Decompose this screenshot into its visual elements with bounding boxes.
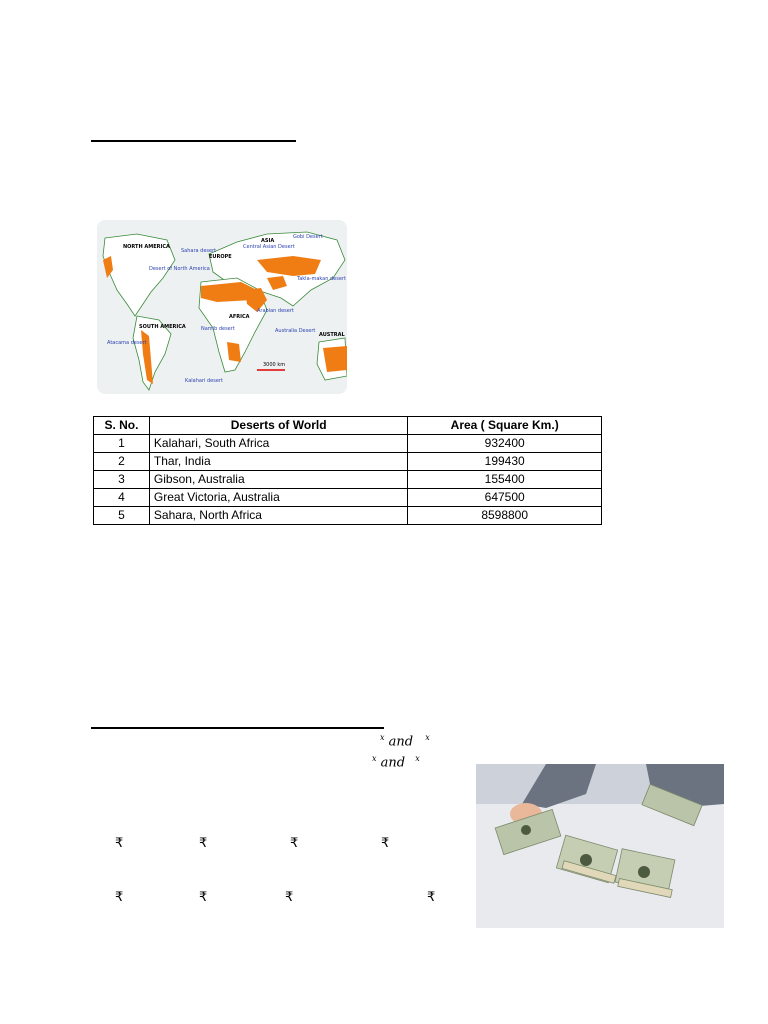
- rupee-symbol: ₹: [381, 836, 390, 851]
- rupee-symbol: ₹: [427, 890, 436, 905]
- map-scale-label: 3000 km: [263, 362, 286, 368]
- map-label-north-america: NORTH AMERICA: [123, 244, 170, 250]
- rupee-symbol: ₹: [199, 836, 208, 851]
- rupee-symbol: ₹: [115, 890, 124, 905]
- cell-sno: 2: [94, 453, 150, 471]
- table-row: [94, 453, 602, 471]
- map-label-taklamakan: Takla-makan desert: [297, 276, 346, 282]
- cell-sno: 5: [94, 507, 150, 525]
- world-deserts-map: [97, 220, 347, 394]
- cell-sno: 1: [94, 435, 150, 453]
- cell-desert: Gibson, Australia: [149, 471, 407, 489]
- rupee-symbol: ₹: [199, 890, 208, 905]
- cell-desert: Thar, India: [149, 453, 407, 471]
- map-label-atacama: Atacama desert: [107, 340, 147, 346]
- formula-sup: x: [425, 733, 430, 742]
- table-row: [94, 435, 602, 453]
- formula-fragment-2: [372, 754, 420, 770]
- map-label-europe: EUROPE: [209, 254, 232, 260]
- cell-area: 199430: [408, 453, 602, 471]
- map-label-namib: Namib desert: [201, 326, 235, 332]
- money-hands-photo: [476, 764, 724, 928]
- map-label-sahara: Sahara desert: [181, 248, 217, 254]
- deserts-table: [93, 416, 602, 525]
- table-row: [94, 489, 602, 507]
- rupee-symbol: ₹: [290, 836, 299, 851]
- cell-area: 155400: [408, 471, 602, 489]
- cell-sno: 4: [94, 489, 150, 507]
- formula-sup: x: [415, 754, 420, 763]
- rupee-symbol: ₹: [285, 890, 294, 905]
- header-area: Area ( Square Km.): [408, 417, 602, 435]
- map-label-kalahari: Kalahari desert: [185, 378, 223, 384]
- header-sno: S. No.: [94, 417, 150, 435]
- cell-desert: Great Victoria, Australia: [149, 489, 407, 507]
- map-label-south-america: SOUTH AMERICA: [139, 324, 186, 330]
- rupee-symbol: ₹: [115, 836, 124, 851]
- formula-sup: x: [372, 754, 377, 763]
- cell-desert: Kalahari, South Africa: [149, 435, 407, 453]
- table-row: [94, 507, 602, 525]
- table-row: [94, 471, 602, 489]
- cell-area: 8598800: [408, 507, 602, 525]
- map-label-gobi: Gobi Desert: [293, 234, 323, 240]
- section-rule-bottom: [91, 727, 384, 729]
- formula-and: and: [380, 755, 406, 771]
- formula-sup: x: [380, 733, 385, 742]
- map-label-australia-desert: Australia Desert: [275, 328, 316, 334]
- map-label-central-asian: Central Asian Desert: [243, 244, 295, 250]
- formula-and: and: [388, 734, 414, 750]
- map-label-north-america-desert: Desert of North America: [149, 266, 210, 272]
- cell-sno: 3: [94, 471, 150, 489]
- map-label-asia: ASIA: [261, 238, 275, 244]
- cell-desert: Sahara, North Africa: [149, 507, 407, 525]
- cell-area: 932400: [408, 435, 602, 453]
- map-label-arabian: Arabian desert: [257, 308, 294, 314]
- formula-fragment-1: [380, 733, 430, 749]
- header-desert: Deserts of World: [149, 417, 407, 435]
- map-label-africa: AFRICA: [229, 314, 250, 320]
- table-header-row: [94, 417, 602, 435]
- section-rule-top: [91, 140, 296, 142]
- cell-area: 647500: [408, 489, 602, 507]
- map-label-austral: AUSTRAL: [319, 332, 345, 338]
